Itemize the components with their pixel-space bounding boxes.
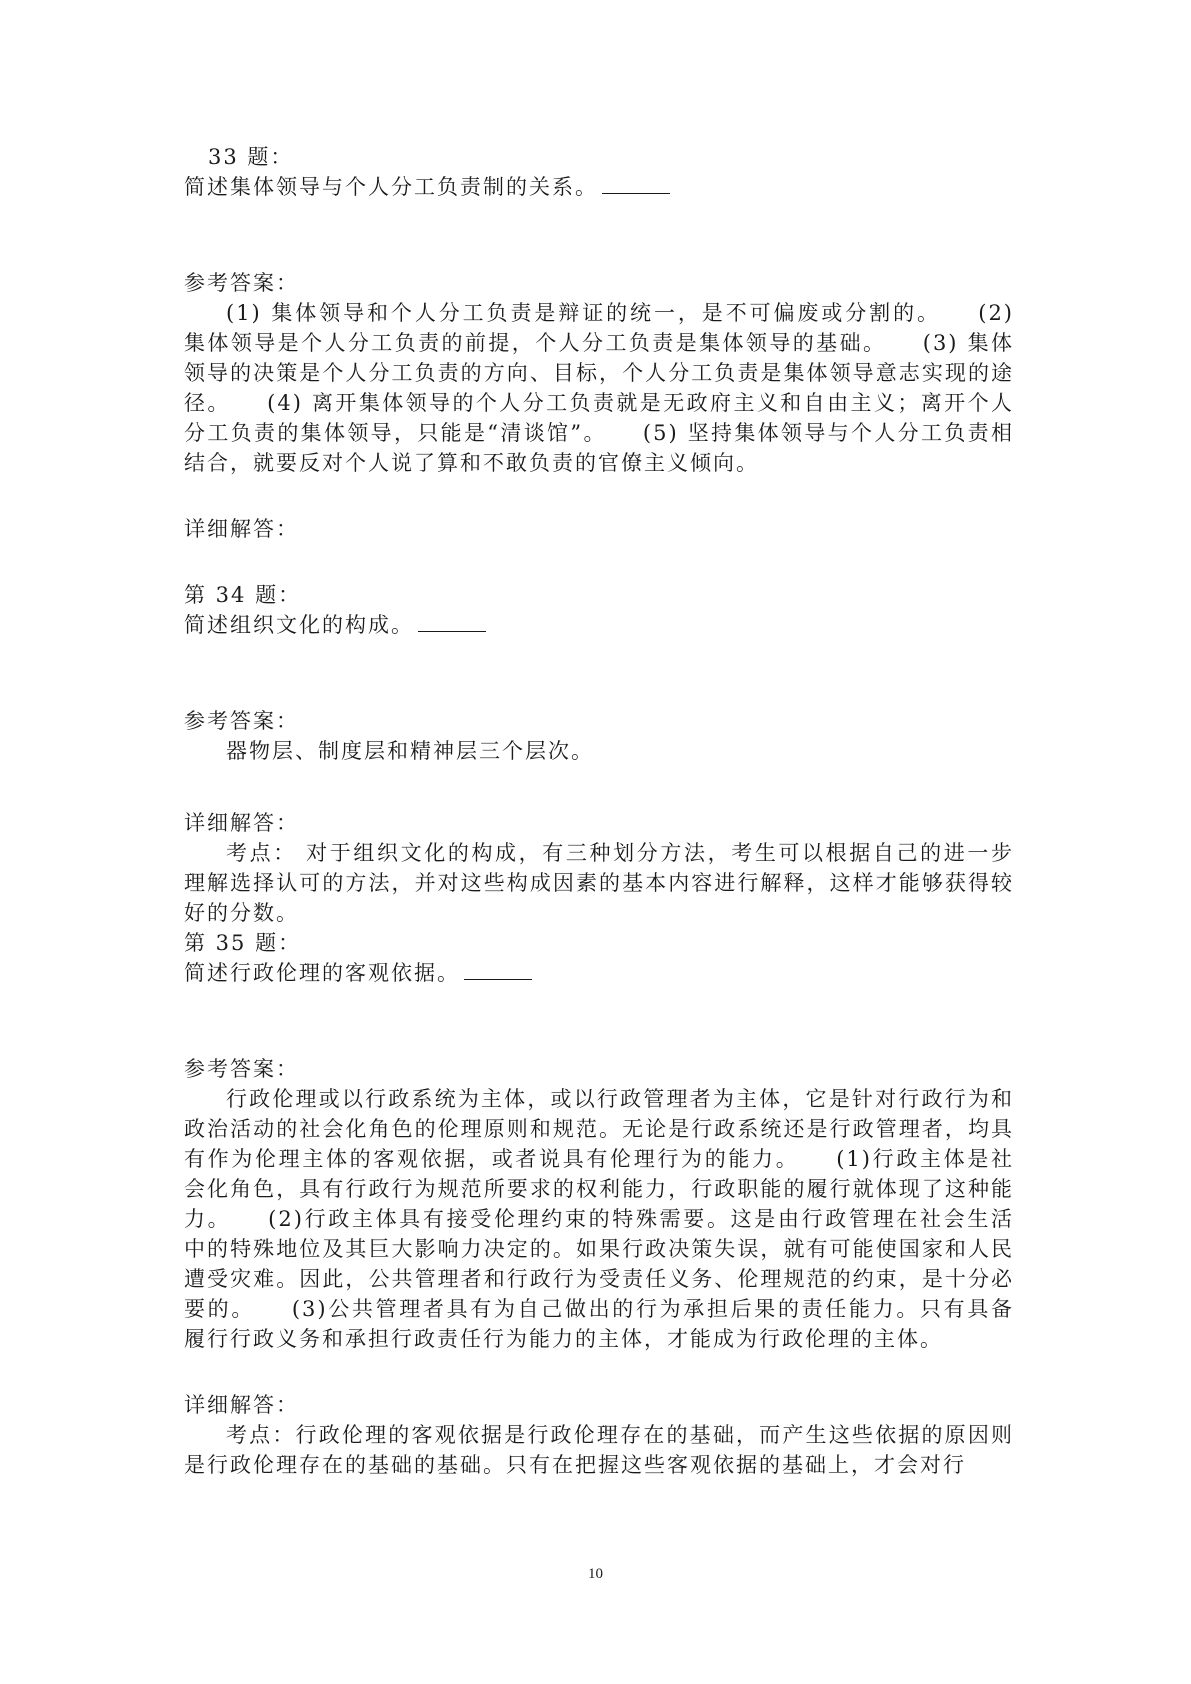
question-33-answer: (1) 集体领导和个人分工负责是辩证的统一，是不可偏废或分割的。 (2) 集体领导是个人分工负责的前提，个人分工负责是集体领导的基础。 (3) 集体领导的决策是个人分工负责的方向、目标，个人分工负责是集体领导意志实现的途径。 (4) 离开集体领导的个人分工负责就是无政府主义和自由主义；离开个人分工负责的集体领导，只能是“清谈馆”。 (5) 坚持集体领导与个人分工负责相结合，就要反对个人说了算和不敢负责的官僚主义倾向。	[184, 301, 1014, 475]
question-33-stem: 简述集体领导与个人分工负责制的关系。	[184, 175, 598, 199]
answer-blank	[418, 611, 486, 632]
question-35-stem: 简述行政伦理的客观依据。	[184, 961, 460, 985]
question-33-label: 33 题：	[208, 145, 294, 169]
question-34-answer: 器物层、制度层和精神层三个层次。	[226, 739, 594, 763]
question-34-detail: 考点： 对于组织文化的构成，有三种划分方法，考生可以根据自己的进一步理解选择认可的方法，并对这些构成因素的基本内容进行解释，这样才能够获得较好的分数。	[184, 841, 1014, 925]
answer-label: 参考答案：	[184, 1057, 299, 1081]
answer-label: 参考答案：	[184, 271, 299, 295]
detail-label: 详细解答：	[184, 811, 299, 835]
question-34-stem: 简述组织文化的构成。	[184, 613, 414, 637]
question-34-label: 第 34 题：	[184, 583, 302, 607]
question-35-label: 第 35 题：	[184, 931, 302, 955]
detail-label: 详细解答：	[184, 517, 299, 541]
question-33-text	[184, 172, 1014, 202]
question-34-text	[184, 610, 1014, 640]
question-35-text	[184, 958, 1014, 988]
answer-blank	[464, 959, 532, 980]
answer-label: 参考答案：	[184, 709, 299, 733]
document-body	[184, 142, 1014, 1480]
page-number: 10	[588, 1566, 603, 1582]
answer-blank	[602, 173, 670, 194]
question-35-answer: 行政伦理或以行政系统为主体，或以行政管理者为主体，它是针对行政行为和政治活动的社会化角色的伦理原则和规范。无论是行政系统还是行政管理者，均具有作为伦理主体的客观依据，或者说具有伦理行为的能力。 (1)行政主体是社会化角色，具有行政行为规范所要求的权利能力，行政职能的履行就体现了这种能力。 (2)行政主体具有接受伦理约束的特殊需要。这是由行政管理在社会生活中的特殊地位及其巨大影响力决定的。如果行政决策失误，就有可能使国家和人民遭受灾难。因此，公共管理者和行政行为受责任义务、伦理规范的约束，是十分必要的。 (3)公共管理者具有为自己做出的行为承担后果的责任能力。只有具备履行行政义务和承担行政责任行为能力的主体，才能成为行政伦理的主体。	[184, 1087, 1014, 1351]
question-35-detail: 考点：行政伦理的客观依据是行政伦理存在的基础，而产生这些依据的原因则是行政伦理存在的基础的基础。只有在把握这些客观依据的基础上，才会对行	[184, 1423, 1014, 1477]
detail-label: 详细解答：	[184, 1393, 299, 1417]
